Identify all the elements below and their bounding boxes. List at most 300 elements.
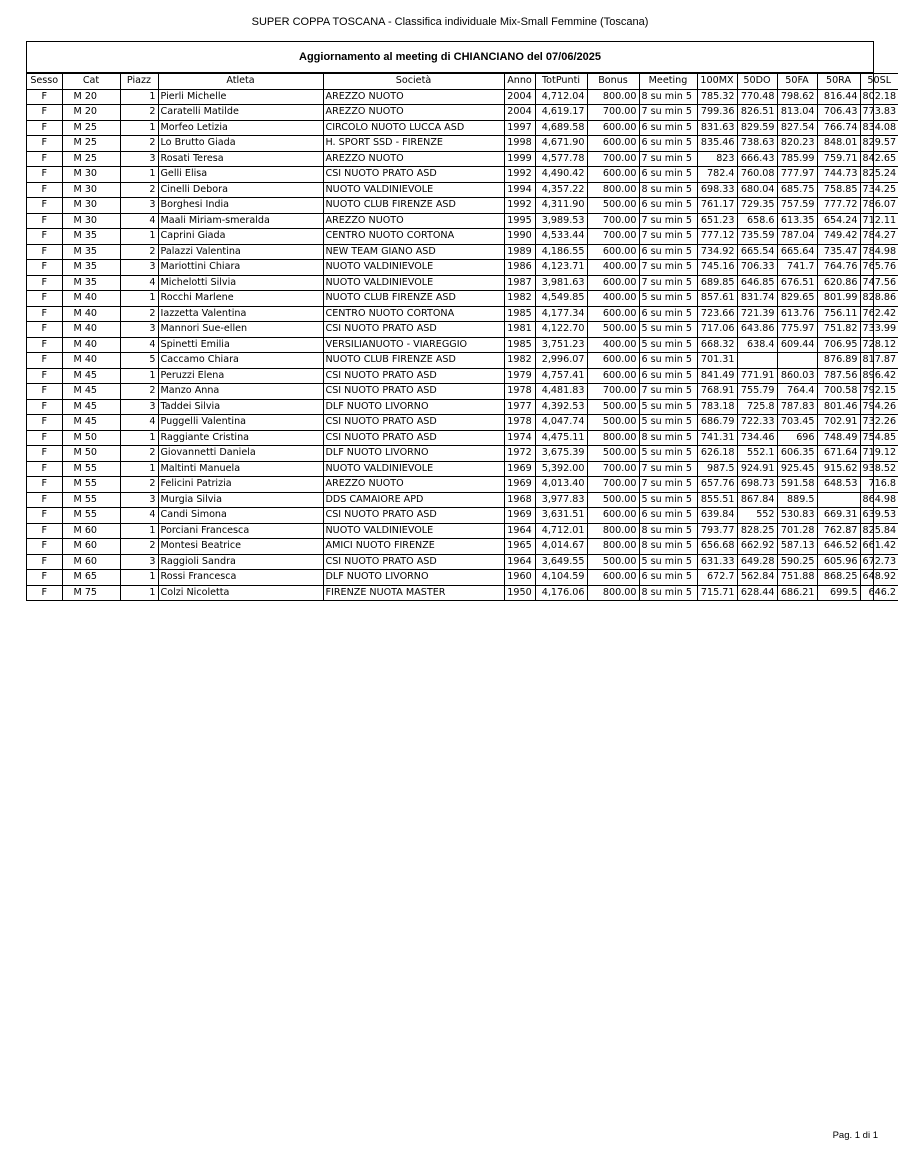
cell-50fa: 787.04 bbox=[777, 229, 817, 245]
cell-50fa: 741.7 bbox=[777, 260, 817, 276]
cell-atleta: Borghesi India bbox=[158, 198, 323, 214]
cell-50ra: 751.82 bbox=[817, 322, 860, 338]
cell-meeting: 7 su min 5 bbox=[639, 229, 697, 245]
cell-50ra: 671.64 bbox=[817, 446, 860, 462]
cell-cat: M 60 bbox=[62, 539, 120, 555]
cell-100mx: 855.51 bbox=[697, 492, 737, 508]
cell-bonus: 500.00 bbox=[587, 322, 639, 338]
cell-50sl: 817.87 bbox=[860, 353, 898, 369]
cell-bonus: 400.00 bbox=[587, 260, 639, 276]
cell-bonus: 500.00 bbox=[587, 492, 639, 508]
cell-bonus: 700.00 bbox=[587, 105, 639, 121]
cell-atleta: Taddei Silvia bbox=[158, 399, 323, 415]
column-header-totpunti: TotPunti bbox=[535, 74, 587, 90]
cell-bonus: 700.00 bbox=[587, 229, 639, 245]
cell-50fa: 775.97 bbox=[777, 322, 817, 338]
cell-anno: 1985 bbox=[504, 337, 535, 353]
cell-piazz: 3 bbox=[120, 198, 158, 214]
cell-100mx: 631.33 bbox=[697, 554, 737, 570]
cell-societa: DLF NUOTO LIVORNO bbox=[323, 446, 504, 462]
cell-societa: AREZZO NUOTO bbox=[323, 151, 504, 167]
cell-anno: 1997 bbox=[504, 120, 535, 136]
cell-50fa: 696 bbox=[777, 430, 817, 446]
cell-societa: CSI NUOTO PRATO ASD bbox=[323, 167, 504, 183]
cell-50fa: 665.64 bbox=[777, 244, 817, 260]
cell-totpunti: 4,619.17 bbox=[535, 105, 587, 121]
cell-totpunti: 4,177.34 bbox=[535, 306, 587, 322]
cell-sesso: F bbox=[27, 461, 62, 477]
cell-societa: VERSILIANUOTO - VIAREGGIO bbox=[323, 337, 504, 353]
cell-50fa: 925.45 bbox=[777, 461, 817, 477]
cell-societa: NUOTO VALDINIEVOLE bbox=[323, 461, 504, 477]
cell-piazz: 1 bbox=[120, 585, 158, 601]
cell-50ra: 759.71 bbox=[817, 151, 860, 167]
cell-50ra: 758.85 bbox=[817, 182, 860, 198]
table-row bbox=[27, 120, 898, 136]
ranking-panel bbox=[26, 41, 897, 601]
cell-totpunti: 4,047.74 bbox=[535, 415, 587, 431]
cell-50do: 828.25 bbox=[737, 523, 777, 539]
cell-sesso: F bbox=[27, 368, 62, 384]
cell-sesso: F bbox=[27, 523, 62, 539]
cell-50fa: 703.45 bbox=[777, 415, 817, 431]
cell-100mx: 777.12 bbox=[697, 229, 737, 245]
cell-50sl: 938.52 bbox=[860, 461, 898, 477]
cell-piazz: 4 bbox=[120, 213, 158, 229]
cell-100mx: 835.46 bbox=[697, 136, 737, 152]
cell-atleta: Murgia Silvia bbox=[158, 492, 323, 508]
cell-cat: M 55 bbox=[62, 492, 120, 508]
cell-bonus: 800.00 bbox=[587, 539, 639, 555]
cell-100mx: 823 bbox=[697, 151, 737, 167]
table-row bbox=[27, 105, 898, 121]
cell-50sl: 896.42 bbox=[860, 368, 898, 384]
cell-atleta: Palazzi Valentina bbox=[158, 244, 323, 260]
cell-anno: 1990 bbox=[504, 229, 535, 245]
cell-cat: M 35 bbox=[62, 260, 120, 276]
cell-meeting: 6 su min 5 bbox=[639, 120, 697, 136]
cell-bonus: 600.00 bbox=[587, 353, 639, 369]
cell-anno: 1998 bbox=[504, 136, 535, 152]
table-row bbox=[27, 229, 898, 245]
cell-totpunti: 4,689.58 bbox=[535, 120, 587, 136]
cell-50fa: 701.28 bbox=[777, 523, 817, 539]
cell-50ra: 868.25 bbox=[817, 570, 860, 586]
cell-atleta: Lo Brutto Giada bbox=[158, 136, 323, 152]
table-row bbox=[27, 399, 898, 415]
cell-piazz: 3 bbox=[120, 322, 158, 338]
cell-cat: M 30 bbox=[62, 198, 120, 214]
cell-sesso: F bbox=[27, 446, 62, 462]
cell-50do: 829.59 bbox=[737, 120, 777, 136]
cell-50fa: 764.4 bbox=[777, 384, 817, 400]
cell-50sl: 773.83 bbox=[860, 105, 898, 121]
cell-sesso: F bbox=[27, 337, 62, 353]
table-row bbox=[27, 322, 898, 338]
cell-50ra: 876.89 bbox=[817, 353, 860, 369]
cell-100mx: 657.76 bbox=[697, 477, 737, 493]
cell-50fa: 787.83 bbox=[777, 399, 817, 415]
cell-societa: CSI NUOTO PRATO ASD bbox=[323, 322, 504, 338]
cell-50ra: 748.49 bbox=[817, 430, 860, 446]
cell-50sl: 829.57 bbox=[860, 136, 898, 152]
cell-atleta: Raggioli Sandra bbox=[158, 554, 323, 570]
table-row bbox=[27, 182, 898, 198]
cell-societa: CSI NUOTO PRATO ASD bbox=[323, 384, 504, 400]
cell-50do: 770.48 bbox=[737, 89, 777, 105]
cell-piazz: 2 bbox=[120, 244, 158, 260]
cell-bonus: 700.00 bbox=[587, 151, 639, 167]
cell-atleta: Caccamo Chiara bbox=[158, 353, 323, 369]
cell-50do: 658.6 bbox=[737, 213, 777, 229]
cell-50sl: 786.07 bbox=[860, 198, 898, 214]
cell-50sl: 792.15 bbox=[860, 384, 898, 400]
cell-bonus: 800.00 bbox=[587, 585, 639, 601]
cell-100mx: 761.17 bbox=[697, 198, 737, 214]
cell-50ra: 816.44 bbox=[817, 89, 860, 105]
cell-societa: NUOTO CLUB FIRENZE ASD bbox=[323, 198, 504, 214]
cell-bonus: 500.00 bbox=[587, 446, 639, 462]
cell-sesso: F bbox=[27, 89, 62, 105]
cell-cat: M 50 bbox=[62, 446, 120, 462]
table-row bbox=[27, 384, 898, 400]
cell-100mx: 799.36 bbox=[697, 105, 737, 121]
cell-meeting: 7 su min 5 bbox=[639, 477, 697, 493]
cell-atleta: Peruzzi Elena bbox=[158, 368, 323, 384]
cell-societa: NEW TEAM GIANO ASD bbox=[323, 244, 504, 260]
column-header-meeting: Meeting bbox=[639, 74, 697, 90]
cell-50ra: 605.96 bbox=[817, 554, 860, 570]
cell-sesso: F bbox=[27, 353, 62, 369]
cell-bonus: 600.00 bbox=[587, 136, 639, 152]
cell-societa: NUOTO CLUB FIRENZE ASD bbox=[323, 291, 504, 307]
cell-meeting: 5 su min 5 bbox=[639, 337, 697, 353]
cell-50fa: 777.97 bbox=[777, 167, 817, 183]
cell-societa: CSI NUOTO PRATO ASD bbox=[323, 415, 504, 431]
cell-50do: 698.73 bbox=[737, 477, 777, 493]
cell-atleta: Morfeo Letizia bbox=[158, 120, 323, 136]
cell-meeting: 5 su min 5 bbox=[639, 322, 697, 338]
cell-50do: 867.84 bbox=[737, 492, 777, 508]
cell-meeting: 8 su min 5 bbox=[639, 585, 697, 601]
column-header-bonus: Bonus bbox=[587, 74, 639, 90]
cell-50ra: 764.76 bbox=[817, 260, 860, 276]
cell-50fa: 751.88 bbox=[777, 570, 817, 586]
table-row bbox=[27, 461, 898, 477]
cell-piazz: 3 bbox=[120, 399, 158, 415]
cell-meeting: 8 su min 5 bbox=[639, 523, 697, 539]
cell-totpunti: 4,671.90 bbox=[535, 136, 587, 152]
column-header-sesso: Sesso bbox=[27, 74, 62, 90]
cell-50sl: 825.24 bbox=[860, 167, 898, 183]
page-number: Pag. 1 di 1 bbox=[832, 1130, 878, 1141]
cell-piazz: 1 bbox=[120, 167, 158, 183]
column-header-societa: Società bbox=[323, 74, 504, 90]
cell-50sl: 733.99 bbox=[860, 322, 898, 338]
table-row bbox=[27, 260, 898, 276]
cell-sesso: F bbox=[27, 291, 62, 307]
cell-50ra: 702.91 bbox=[817, 415, 860, 431]
cell-anno: 1999 bbox=[504, 151, 535, 167]
cell-atleta: Mannori Sue-ellen bbox=[158, 322, 323, 338]
cell-50sl: 661.42 bbox=[860, 539, 898, 555]
cell-50ra: 777.72 bbox=[817, 198, 860, 214]
cell-50do: 725.8 bbox=[737, 399, 777, 415]
cell-50sl: 639.53 bbox=[860, 508, 898, 524]
cell-100mx: 639.84 bbox=[697, 508, 737, 524]
cell-atleta: Maali Miriam-smeralda bbox=[158, 213, 323, 229]
cell-anno: 1985 bbox=[504, 306, 535, 322]
cell-50sl: 784.98 bbox=[860, 244, 898, 260]
cell-societa: CENTRO NUOTO CORTONA bbox=[323, 229, 504, 245]
cell-cat: M 35 bbox=[62, 244, 120, 260]
cell-societa: AMICI NUOTO FIRENZE bbox=[323, 539, 504, 555]
cell-anno: 1978 bbox=[504, 415, 535, 431]
cell-bonus: 600.00 bbox=[587, 570, 639, 586]
cell-50do bbox=[737, 353, 777, 369]
cell-50fa: 609.44 bbox=[777, 337, 817, 353]
cell-100mx: 734.92 bbox=[697, 244, 737, 260]
cell-bonus: 600.00 bbox=[587, 306, 639, 322]
cell-100mx: 857.61 bbox=[697, 291, 737, 307]
cell-meeting: 6 su min 5 bbox=[639, 306, 697, 322]
cell-piazz: 2 bbox=[120, 306, 158, 322]
cell-50ra: 646.52 bbox=[817, 539, 860, 555]
table-body bbox=[27, 89, 898, 601]
cell-piazz: 2 bbox=[120, 539, 158, 555]
cell-cat: M 40 bbox=[62, 291, 120, 307]
cell-meeting: 7 su min 5 bbox=[639, 151, 697, 167]
cell-50do: 552.1 bbox=[737, 446, 777, 462]
cell-meeting: 7 su min 5 bbox=[639, 213, 697, 229]
cell-piazz: 4 bbox=[120, 415, 158, 431]
cell-societa: CSI NUOTO PRATO ASD bbox=[323, 508, 504, 524]
cell-50ra: 762.87 bbox=[817, 523, 860, 539]
cell-50do: 706.33 bbox=[737, 260, 777, 276]
table-row bbox=[27, 508, 898, 524]
cell-50fa: 686.21 bbox=[777, 585, 817, 601]
cell-atleta: Manzo Anna bbox=[158, 384, 323, 400]
cell-cat: M 55 bbox=[62, 461, 120, 477]
cell-100mx: 668.32 bbox=[697, 337, 737, 353]
cell-50do: 760.08 bbox=[737, 167, 777, 183]
cell-atleta: Candi Simona bbox=[158, 508, 323, 524]
cell-100mx: 831.63 bbox=[697, 120, 737, 136]
cell-totpunti: 3,631.51 bbox=[535, 508, 587, 524]
cell-sesso: F bbox=[27, 322, 62, 338]
cell-50ra: 699.5 bbox=[817, 585, 860, 601]
document-title: SUPER COPPA TOSCANA - Classifica individuale Mix-Small Femmine (Toscana) bbox=[251, 16, 649, 28]
cell-50ra: 735.47 bbox=[817, 244, 860, 260]
cell-meeting: 6 su min 5 bbox=[639, 136, 697, 152]
cell-bonus: 500.00 bbox=[587, 554, 639, 570]
cell-cat: M 45 bbox=[62, 415, 120, 431]
cell-anno: 1964 bbox=[504, 554, 535, 570]
cell-100mx: 689.85 bbox=[697, 275, 737, 291]
cell-cat: M 60 bbox=[62, 523, 120, 539]
cell-cat: M 35 bbox=[62, 229, 120, 245]
cell-bonus: 700.00 bbox=[587, 461, 639, 477]
cell-societa: DLF NUOTO LIVORNO bbox=[323, 399, 504, 415]
cell-totpunti: 4,311.90 bbox=[535, 198, 587, 214]
cell-bonus: 700.00 bbox=[587, 213, 639, 229]
cell-societa: AREZZO NUOTO bbox=[323, 89, 504, 105]
cell-50sl: 728.12 bbox=[860, 337, 898, 353]
cell-50do: 826.51 bbox=[737, 105, 777, 121]
cell-50do: 735.59 bbox=[737, 229, 777, 245]
cell-anno: 1992 bbox=[504, 167, 535, 183]
cell-societa: CSI NUOTO PRATO ASD bbox=[323, 368, 504, 384]
cell-50sl: 646.2 bbox=[860, 585, 898, 601]
table-row bbox=[27, 306, 898, 322]
cell-cat: M 45 bbox=[62, 384, 120, 400]
cell-50sl: 784.27 bbox=[860, 229, 898, 245]
cell-50do: 646.85 bbox=[737, 275, 777, 291]
cell-50fa: 798.62 bbox=[777, 89, 817, 105]
cell-atleta: Caprini Giada bbox=[158, 229, 323, 245]
column-header-anno: Anno bbox=[504, 74, 535, 90]
cell-societa: NUOTO VALDINIEVOLE bbox=[323, 260, 504, 276]
cell-totpunti: 2,996.07 bbox=[535, 353, 587, 369]
cell-societa: H. SPORT SSD - FIRENZE bbox=[323, 136, 504, 152]
cell-100mx: 686.79 bbox=[697, 415, 737, 431]
cell-societa: AREZZO NUOTO bbox=[323, 213, 504, 229]
cell-100mx: 793.77 bbox=[697, 523, 737, 539]
cell-bonus: 800.00 bbox=[587, 182, 639, 198]
cell-100mx: 717.06 bbox=[697, 322, 737, 338]
cell-50do: 666.43 bbox=[737, 151, 777, 167]
cell-50fa: 860.03 bbox=[777, 368, 817, 384]
column-header-50do: 50DO bbox=[737, 74, 777, 90]
cell-atleta: Rossi Francesca bbox=[158, 570, 323, 586]
cell-50do: 738.63 bbox=[737, 136, 777, 152]
cell-50fa: 590.25 bbox=[777, 554, 817, 570]
cell-50sl: 825.84 bbox=[860, 523, 898, 539]
cell-anno: 1960 bbox=[504, 570, 535, 586]
cell-cat: M 55 bbox=[62, 477, 120, 493]
cell-50sl: 648.92 bbox=[860, 570, 898, 586]
cell-atleta: Michelotti Silvia bbox=[158, 275, 323, 291]
cell-meeting: 7 su min 5 bbox=[639, 275, 697, 291]
cell-100mx: 651.23 bbox=[697, 213, 737, 229]
cell-50sl: 802.18 bbox=[860, 89, 898, 105]
cell-atleta: Pierli Michelle bbox=[158, 89, 323, 105]
cell-piazz: 2 bbox=[120, 136, 158, 152]
cell-50fa: 813.04 bbox=[777, 105, 817, 121]
cell-100mx: 698.33 bbox=[697, 182, 737, 198]
table-row bbox=[27, 151, 898, 167]
update-subtitle: Aggiornamento al meeting di CHIANCIANO del 07/06/2025 bbox=[27, 42, 873, 73]
cell-piazz: 4 bbox=[120, 337, 158, 353]
cell-50fa bbox=[777, 353, 817, 369]
table-row bbox=[27, 368, 898, 384]
cell-anno: 1972 bbox=[504, 446, 535, 462]
cell-50ra: 848.01 bbox=[817, 136, 860, 152]
column-header-50sl: 50SL bbox=[860, 74, 898, 90]
cell-bonus: 400.00 bbox=[587, 291, 639, 307]
cell-sesso: F bbox=[27, 508, 62, 524]
cell-cat: M 45 bbox=[62, 399, 120, 415]
table-row bbox=[27, 570, 898, 586]
cell-50do: 924.91 bbox=[737, 461, 777, 477]
cell-piazz: 3 bbox=[120, 260, 158, 276]
cell-sesso: F bbox=[27, 229, 62, 245]
cell-piazz: 1 bbox=[120, 229, 158, 245]
table-row bbox=[27, 585, 898, 601]
cell-cat: M 55 bbox=[62, 508, 120, 524]
cell-totpunti: 4,357.22 bbox=[535, 182, 587, 198]
cell-50ra: 648.53 bbox=[817, 477, 860, 493]
cell-totpunti: 3,649.55 bbox=[535, 554, 587, 570]
cell-50ra: 749.42 bbox=[817, 229, 860, 245]
cell-cat: M 30 bbox=[62, 167, 120, 183]
cell-sesso: F bbox=[27, 585, 62, 601]
cell-cat: M 40 bbox=[62, 322, 120, 338]
cell-societa: DDS CAMAIORE APD bbox=[323, 492, 504, 508]
cell-sesso: F bbox=[27, 167, 62, 183]
cell-totpunti: 4,013.40 bbox=[535, 477, 587, 493]
cell-piazz: 2 bbox=[120, 477, 158, 493]
cell-50do: 562.84 bbox=[737, 570, 777, 586]
cell-meeting: 5 su min 5 bbox=[639, 415, 697, 431]
cell-bonus: 600.00 bbox=[587, 120, 639, 136]
cell-cat: M 30 bbox=[62, 182, 120, 198]
cell-bonus: 600.00 bbox=[587, 244, 639, 260]
cell-meeting: 7 su min 5 bbox=[639, 461, 697, 477]
cell-bonus: 600.00 bbox=[587, 167, 639, 183]
table-row bbox=[27, 213, 898, 229]
cell-anno: 1964 bbox=[504, 523, 535, 539]
cell-anno: 1969 bbox=[504, 461, 535, 477]
cell-50ra: 756.11 bbox=[817, 306, 860, 322]
table-row bbox=[27, 554, 898, 570]
cell-sesso: F bbox=[27, 105, 62, 121]
cell-100mx: 987.5 bbox=[697, 461, 737, 477]
cell-piazz: 1 bbox=[120, 89, 158, 105]
cell-100mx: 741.31 bbox=[697, 430, 737, 446]
cell-totpunti: 4,014.67 bbox=[535, 539, 587, 555]
cell-100mx: 626.18 bbox=[697, 446, 737, 462]
cell-50fa: 530.83 bbox=[777, 508, 817, 524]
cell-atleta: Caratelli Matilde bbox=[158, 105, 323, 121]
cell-societa: CSI NUOTO PRATO ASD bbox=[323, 554, 504, 570]
cell-bonus: 800.00 bbox=[587, 523, 639, 539]
cell-totpunti: 4,712.04 bbox=[535, 89, 587, 105]
cell-cat: M 20 bbox=[62, 105, 120, 121]
cell-50sl: 842.65 bbox=[860, 151, 898, 167]
cell-bonus: 700.00 bbox=[587, 384, 639, 400]
cell-50sl: 762.42 bbox=[860, 306, 898, 322]
cell-meeting: 8 su min 5 bbox=[639, 182, 697, 198]
cell-50sl: 765.76 bbox=[860, 260, 898, 276]
cell-atleta: Rosati Teresa bbox=[158, 151, 323, 167]
cell-50sl: 719.12 bbox=[860, 446, 898, 462]
cell-cat: M 25 bbox=[62, 136, 120, 152]
cell-meeting: 7 su min 5 bbox=[639, 260, 697, 276]
cell-atleta: Giovannetti Daniela bbox=[158, 446, 323, 462]
cell-sesso: F bbox=[27, 570, 62, 586]
cell-piazz: 1 bbox=[120, 523, 158, 539]
cell-meeting: 6 su min 5 bbox=[639, 570, 697, 586]
cell-cat: M 20 bbox=[62, 89, 120, 105]
table-row bbox=[27, 446, 898, 462]
cell-atleta: Porciani Francesca bbox=[158, 523, 323, 539]
cell-bonus: 400.00 bbox=[587, 337, 639, 353]
cell-totpunti: 3,977.83 bbox=[535, 492, 587, 508]
cell-atleta: Montesi Beatrice bbox=[158, 539, 323, 555]
cell-sesso: F bbox=[27, 415, 62, 431]
cell-cat: M 40 bbox=[62, 306, 120, 322]
